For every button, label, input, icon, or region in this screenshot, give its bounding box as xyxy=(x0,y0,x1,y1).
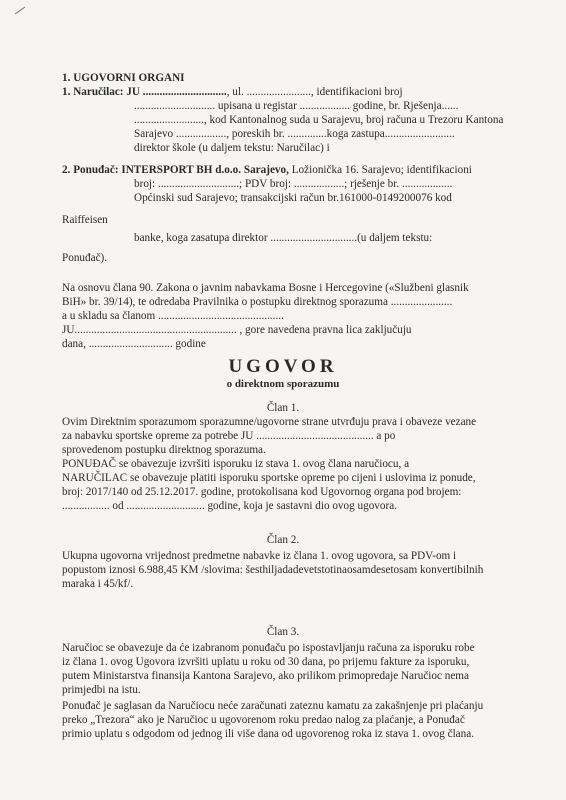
clan-1-line-3: sprovedenom postupku direktnog sporazuma. xyxy=(62,444,266,456)
clan-1-line-4: PONUĐAČ se obavezuje izvršiti isporuku iz stava 1. ovog člana naručiocu, a xyxy=(62,458,410,470)
intro-line-1: Na osnovu člana 90. Zakona o javnim nabavkama Bosne i Hercegovine («Službeni glasnik xyxy=(62,282,469,294)
clan-1-line-2: za nabavku sportske opreme za potrebe JU .......................................... a po xyxy=(62,430,396,442)
narucilac-line-5: direktor škole (u daljem tekstu: Naručilac) i xyxy=(134,142,330,154)
scan-mark xyxy=(15,7,25,15)
clan-3-line-7: primio uplatu s odgodom od jednog ili više dana od ugovorenog roka iz stava 1. ovog člana. xyxy=(62,728,474,740)
clan-3-line-4: primjedbi na istu. xyxy=(62,684,141,696)
clan-3-heading: Član 3. xyxy=(266,626,300,638)
clan-1-line-5: NARUČILAC se obavezuje platiti isporuku sportske opreme po cijeni i uslovima iz ponude, xyxy=(62,472,476,484)
clan-1-line-6: broj: 2017/140 od 25.12.2017. godine, protokolisana kod Ugovornog organa pod brojem: xyxy=(62,486,462,498)
clan-1-line-7: ................. od ............................ godine, koja je sastavni dio ovog ugovora. xyxy=(62,500,397,512)
intro-line-3: a u skladu sa članom ............................................. xyxy=(62,310,284,322)
contract-title: UGOVOR xyxy=(228,356,338,377)
ponudjac-line-5: banke, koga zasatupa direktor ...............................(u daljem tekstu: xyxy=(134,232,433,244)
narucilac-line-1 xyxy=(62,86,403,99)
section-heading: 1. UGOVORNI ORGANI xyxy=(62,72,185,84)
narucilac-line-2: ............................. upisana u registar .................. godine, br. Rješenja...... xyxy=(134,100,459,112)
intro-line-2: BiH» br. 39/14), te odredaba Pravilnika o postupku direktnog sporazuma ...................... xyxy=(62,296,453,308)
ponudjac-line-3: Općinski sud Sarajevo; transakcijski račun br.161000-0149200076 kod xyxy=(134,192,452,204)
clan-2-heading: Član 2. xyxy=(266,534,300,546)
contract-subtitle: o direktnom sporazumu xyxy=(226,378,340,390)
intro-line-5: dana, .............................. godine xyxy=(62,338,206,350)
clan-3-line-1: Naručioc se obavezuje da će izabranom ponuđaču po ispostavljanju računa za isporuku robe xyxy=(62,642,475,654)
ponudjac-line-1 xyxy=(62,164,472,177)
ponudjac-line-2: broj: .............................; PDV broj: ..................; rješenje br. .................. xyxy=(134,178,453,190)
narucilac-line-4: Sarajevo .................., poreskih br. ..............koga zastupa......................... xyxy=(134,128,455,140)
clan-3-line-3: putem Ministarstva finansija Kantona Sarajevo, ako prilikom primopredaje Naručioc nema xyxy=(62,670,469,682)
ponudjac-line-6: Ponuđač). xyxy=(62,252,108,264)
clan-1-line-1: Ovim Direktnim sporazumom sporazumne/ugovorne strane utvrđuju prava i obaveze vezane xyxy=(62,416,477,428)
narucilac-address: , ul. ......................., identifikacioni broj xyxy=(226,86,403,98)
narucilac-line-3: ........................., kod Kantonalnog suda u Sarajevu, broj računa u Trezoru Kantona xyxy=(134,114,504,126)
ponudjac-line-4: Raiffeisen xyxy=(62,214,108,226)
intro-line-4: JU.......................................................... , gore navedena pravna lica zaključuju xyxy=(62,324,412,336)
clan-2-line-1: Ukupna ugovorna vrijednost predmetne nabavke iz člana 1. ovog ugovora, sa PDV-om i xyxy=(62,550,457,562)
ponudjac-address: Ložionička 16. Sarajevo; identifikacioni xyxy=(288,164,472,176)
clan-3-line-5: Ponuđač je saglasan da Naručiocu neće zaračunati zateznu kamatu za zakašnjenje pri plaćanju xyxy=(62,700,484,712)
clan-2-line-3: maraka i 45/kf/. xyxy=(62,578,134,590)
narucilac-label: 1. Naručilac: JU .............................. xyxy=(62,86,227,98)
ponudjac-label: 2. Ponuđač: INTERSPORT BH d.o.o. Sarajevo, xyxy=(62,164,289,176)
clan-3-line-2: iz člana 1. ovog Ugovora izvršiti uplatu u roku od 30 dana, po prijemu fakture za isporuku, xyxy=(62,656,470,668)
clan-3-line-6: preko „Trezora“ ako je Naručioc u ugovorenom roku predao nalog za plaćanje, a Ponuđač xyxy=(62,714,465,726)
clan-2-line-2: popustom iznosi 6.988,45 KM /slovima: šesthiljadadevetstotinaosamdesetosam konvertibilnih xyxy=(62,564,484,576)
clan-1-heading: Član 1. xyxy=(266,402,300,414)
